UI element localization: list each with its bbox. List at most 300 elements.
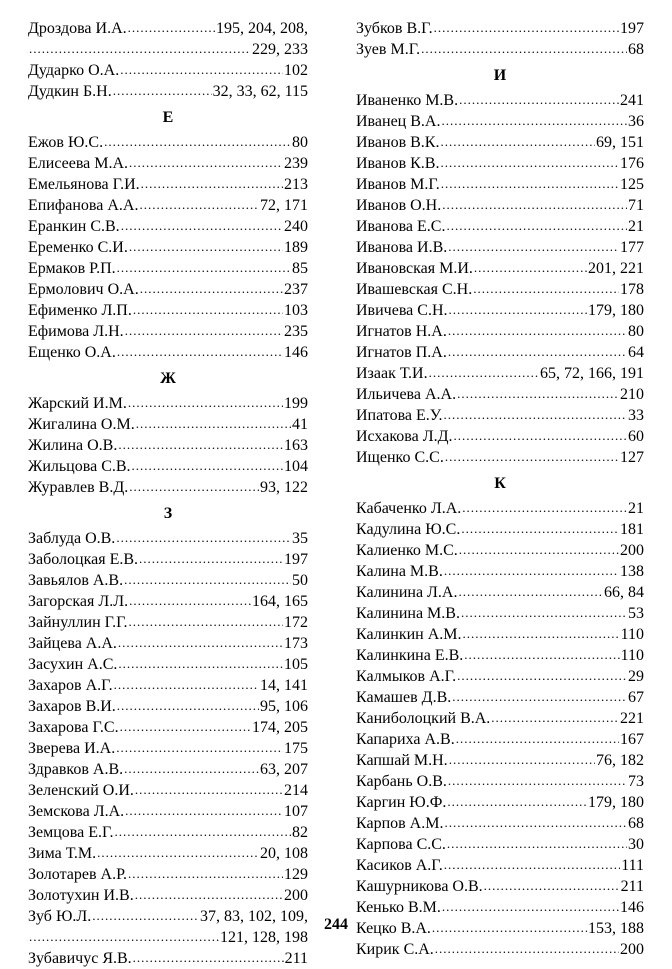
index-entry-name: Еременко С.И. — [28, 239, 128, 256]
index-entry-name: Зайнуллин Г.Г. — [28, 614, 128, 631]
index-entry-name: Калинкина Е.В. — [356, 647, 464, 664]
index-entry-pages: 111 — [621, 857, 644, 874]
index-entry — [28, 393, 308, 414]
index-entry-pages: 200 — [620, 941, 644, 958]
index-entry — [28, 81, 308, 102]
dot-leader — [484, 875, 620, 896]
index-entry-pages: 104 — [284, 458, 308, 475]
index-entry — [356, 771, 644, 792]
index-entry-pages: 210 — [620, 386, 644, 403]
index-entry — [28, 528, 308, 549]
dot-leader — [29, 38, 251, 59]
index-entry-pages: 21 — [628, 218, 644, 235]
section-letter: З — [163, 505, 173, 522]
index-entry-name: Ипатова Е.У. — [356, 407, 443, 424]
dot-leader — [447, 833, 627, 854]
dot-leader — [463, 623, 620, 644]
index-entry — [356, 813, 644, 834]
index-entry — [28, 549, 308, 570]
index-entry-pages: 173 — [284, 635, 308, 652]
index-entry — [28, 885, 308, 906]
dot-leader — [448, 341, 627, 362]
index-entry-name: Епифанова А.А. — [28, 197, 139, 214]
index-entry-pages: 85 — [292, 260, 308, 277]
index-entry-name: Ещенко О.А. — [28, 344, 116, 361]
index-entry — [28, 477, 308, 498]
dot-leader — [458, 581, 603, 602]
dot-leader — [121, 215, 283, 236]
index-entry-name: Ищенко С.С. — [356, 449, 444, 466]
index-entry-name: Иванов М.Г. — [356, 176, 440, 193]
index-entry — [28, 279, 308, 300]
dot-leader — [444, 854, 620, 875]
dot-leader — [456, 728, 619, 749]
index-entry — [28, 822, 308, 843]
index-entry-name: Исхакова Л.Д. — [356, 428, 453, 445]
dot-leader — [129, 611, 283, 632]
dot-leader — [128, 17, 215, 38]
index-entry — [28, 456, 308, 477]
index-entry-name: Иванов В.К. — [356, 134, 440, 151]
index-entry-name: Ильичева А.А. — [356, 386, 457, 403]
index-entry-name: Емельянова Г.И. — [28, 176, 140, 193]
dot-leader — [129, 476, 259, 497]
index-entry — [356, 258, 644, 279]
index-entry-pages: 80 — [292, 134, 308, 151]
index-entry-pages: 95, 106 — [260, 698, 308, 715]
dot-leader — [97, 842, 259, 863]
dot-leader — [442, 194, 627, 215]
index-entry — [356, 111, 644, 132]
index-entry-pages: 197 — [284, 551, 308, 568]
dot-leader — [139, 194, 259, 215]
index-entry-pages: 69, 151 — [596, 134, 644, 151]
index-entry-pages: 163 — [284, 437, 308, 454]
index-entry-name: Дудкин Б.Н. — [28, 83, 112, 100]
index-entry — [356, 540, 644, 561]
dot-leader — [139, 548, 283, 569]
index-entry-pages: 20, 108 — [260, 845, 308, 862]
index-entry — [356, 174, 644, 195]
index-entry-name: Зеленский О.И. — [28, 782, 134, 799]
dot-leader — [461, 518, 619, 539]
page-number: 244 — [324, 916, 348, 933]
dot-leader — [129, 152, 283, 173]
index-entry-pages: 63, 207 — [260, 761, 308, 778]
left-index-column — [28, 18, 308, 969]
index-entry — [28, 717, 308, 738]
index-entry — [28, 300, 308, 321]
dot-leader — [449, 749, 595, 770]
index-entry-name: Иванова И.В. — [356, 239, 448, 256]
index-entry — [28, 237, 308, 258]
dot-leader — [129, 236, 283, 257]
index-entry-pages: 146 — [620, 899, 644, 916]
index-entry — [356, 729, 644, 750]
index-entry — [356, 624, 644, 645]
dot-leader — [120, 59, 283, 80]
index-entry-name: Кашурникова О.В. — [356, 878, 483, 895]
index-entry-name: Кецко В.А. — [356, 920, 431, 937]
index-entry-pages: 35 — [292, 530, 308, 547]
index-entry-pages: 138 — [620, 563, 644, 580]
dot-leader — [118, 434, 283, 455]
index-entry — [28, 696, 308, 717]
index-entry — [28, 633, 308, 654]
index-entry-pages: 30 — [628, 836, 644, 853]
index-entry — [356, 897, 644, 918]
index-entry-name: Ермолович О.А. — [28, 281, 139, 298]
dot-leader — [440, 152, 619, 173]
index-entry — [356, 792, 644, 813]
index-entry-name: Каниболоцкий В.А. — [356, 710, 491, 727]
dot-leader — [491, 707, 619, 728]
index-entry — [356, 216, 644, 237]
dot-leader — [429, 362, 539, 383]
index-entry-pages: 179, 180 — [588, 302, 644, 319]
index-entry-name: Кабаченко Л.А. — [356, 500, 462, 517]
index-entry — [356, 750, 644, 771]
dot-leader — [447, 791, 587, 812]
index-entry-pages: 197 — [620, 20, 644, 37]
index-entry-name: Калина М.В. — [356, 563, 443, 580]
index-entry — [356, 279, 644, 300]
index-entry-name: Калиенко М.С. — [356, 542, 458, 559]
index-entry — [356, 939, 644, 960]
dot-leader — [457, 665, 627, 686]
index-entry-name: Калинина Л.А. — [356, 584, 458, 601]
index-entry-pages: 178 — [620, 281, 644, 298]
index-entry-pages: 80 — [628, 323, 644, 340]
index-entry-pages: 153, 188 — [588, 920, 644, 937]
dot-leader — [128, 863, 283, 884]
index-entry — [28, 864, 308, 885]
index-entry-name: Игнатов П.А. — [356, 344, 447, 361]
index-entry — [28, 60, 308, 81]
dot-leader — [124, 758, 259, 779]
index-entry-name: Земцова Е.Г. — [28, 824, 114, 841]
index-entry — [356, 363, 644, 384]
index-entry-name: Зверева И.А. — [28, 740, 116, 757]
index-entry — [356, 603, 644, 624]
index-entry-name: Кенько В.М. — [356, 899, 441, 916]
index-entry-pages: 107 — [284, 803, 308, 820]
index-entry-name: Калинкин А.М. — [356, 626, 462, 643]
index-entry — [356, 237, 644, 258]
index-entry-pages: 229, 233 — [252, 41, 308, 58]
index-entry — [356, 342, 644, 363]
section-letter: К — [494, 475, 506, 492]
index-entry — [28, 570, 308, 591]
index-entry-name: Ивичева С.Н. — [356, 302, 448, 319]
dot-leader — [445, 446, 619, 467]
index-entry-name: Еранкин С.В. — [28, 218, 120, 235]
index-entry — [28, 18, 308, 39]
index-entry-pages: 164, 165 — [252, 593, 308, 610]
dot-leader — [136, 413, 291, 434]
dot-leader — [464, 644, 619, 665]
index-entry — [28, 258, 308, 279]
index-entry-pages: 174, 205 — [252, 719, 308, 736]
dot-leader — [129, 590, 251, 611]
index-entry — [28, 801, 308, 822]
index-entry-name: Здравков А.В. — [28, 761, 124, 778]
index-entry — [28, 435, 308, 456]
index-entry-name: Касиков А.Г. — [356, 857, 443, 874]
index-entry-name: Ефименко Л.П. — [28, 302, 132, 319]
index-entry — [28, 342, 308, 363]
index-entry-name: Карпова С.С. — [356, 836, 446, 853]
index-entry-pages: 239 — [284, 155, 308, 172]
index-entry-name: Иванец В.А. — [356, 113, 441, 130]
dot-leader — [444, 812, 627, 833]
index-entry-name: Ивашевская С.Н. — [356, 281, 473, 298]
index-entry-name: Дроздова И.А. — [28, 20, 127, 37]
index-entry — [356, 300, 644, 321]
index-entry-pages: 103 — [284, 302, 308, 319]
index-entry-name: Заблуда О.В. — [28, 530, 116, 547]
dot-leader — [128, 392, 283, 413]
dot-leader — [448, 236, 619, 257]
dot-leader — [125, 800, 283, 821]
index-entry-pages: 221 — [620, 710, 644, 727]
index-entry-pages: 66, 84 — [604, 584, 644, 601]
index-entry-name: Ежов Ю.С. — [28, 134, 104, 151]
dot-leader — [133, 299, 283, 320]
index-entry — [28, 174, 308, 195]
index-entry — [28, 843, 308, 864]
index-entry-pages: 68 — [628, 41, 644, 58]
index-entry-pages: 195, 204, 208, — [216, 20, 308, 37]
index-entry-pages: 129 — [284, 866, 308, 883]
index-entry-name: Земскова Л.А. — [28, 803, 125, 820]
dot-leader — [444, 560, 619, 581]
index-entry — [28, 321, 308, 342]
index-entry-pages: 211 — [620, 878, 644, 895]
index-entry — [356, 405, 644, 426]
index-entry-name: Кадулина Ю.С. — [356, 521, 461, 538]
dot-leader — [440, 131, 595, 152]
index-entry — [356, 426, 644, 447]
index-entry-pages: 146 — [284, 344, 308, 361]
dot-leader — [133, 947, 284, 968]
index-entry — [28, 759, 308, 780]
dot-leader — [441, 110, 627, 131]
dot-leader — [446, 215, 627, 236]
index-entry-pages: 68 — [628, 815, 644, 832]
dot-leader — [449, 299, 588, 320]
index-entry — [356, 498, 644, 519]
section-letter: И — [493, 67, 507, 84]
index-entry-pages: 73 — [628, 773, 644, 790]
dot-leader — [421, 38, 627, 59]
index-entry-name: Карпов А.М. — [356, 815, 444, 832]
dot-leader — [118, 653, 283, 674]
index-entry-pages: 53 — [628, 605, 644, 622]
index-entry-name: Капариха А.В. — [356, 731, 455, 748]
index-entry-pages: 76, 182 — [596, 752, 644, 769]
index-entry-name: Жильцова С.В. — [28, 458, 131, 475]
index-entry-pages: 199 — [284, 395, 308, 412]
dot-leader — [124, 569, 291, 590]
dot-leader — [442, 896, 619, 917]
index-entry-continuation — [28, 39, 308, 60]
index-entry-name: Ефимова Л.Н. — [28, 323, 124, 340]
index-entry-pages: 110 — [620, 626, 644, 643]
index-entry — [356, 153, 644, 174]
dot-leader — [459, 89, 619, 110]
index-entry — [28, 216, 308, 237]
index-entry — [356, 645, 644, 666]
index-entry-pages: 167 — [620, 731, 644, 748]
index-entry — [356, 39, 644, 60]
index-entry-pages: 176 — [620, 155, 644, 172]
index-entry-pages: 175 — [284, 740, 308, 757]
index-entry-name: Зайцева А.А. — [28, 635, 117, 652]
index-entry-pages: 21 — [628, 500, 644, 517]
index-entry-pages: 60 — [628, 428, 644, 445]
index-entry — [28, 948, 308, 969]
dot-leader — [113, 80, 212, 101]
index-entry-name: Зубавичус Я.В. — [28, 950, 132, 967]
dot-leader — [459, 539, 619, 560]
index-entry-pages: 110 — [620, 647, 644, 664]
index-entry-pages: 201, 221 — [588, 260, 644, 277]
index-entry-pages: 93, 122 — [260, 479, 308, 496]
index-entry-name: Засухин А.С. — [28, 656, 118, 673]
index-entry — [356, 384, 644, 405]
index-entry-pages: 37, 83, 102, 109, — [200, 908, 308, 925]
index-entry-name: Заболоцкая Е.В. — [28, 551, 139, 568]
dot-leader — [132, 455, 283, 476]
index-entry-pages: 125 — [620, 176, 644, 193]
dot-leader — [117, 695, 259, 716]
index-entry-pages: 67 — [628, 689, 644, 706]
dot-leader — [441, 173, 619, 194]
index-entry-name: Ермаков Р.П. — [28, 260, 116, 277]
index-entry — [356, 90, 644, 111]
index-entry-name: Калинина М.В. — [356, 605, 460, 622]
index-entry-name: Загорская Л.Л. — [28, 593, 129, 610]
dot-leader — [117, 257, 291, 278]
dot-leader — [135, 884, 283, 905]
dot-leader — [104, 131, 291, 152]
index-entry-name: Иванов К.В. — [356, 155, 440, 172]
index-entry-name: Жилина О.В. — [28, 437, 118, 454]
index-entry-name: Жигалина О.М. — [28, 416, 135, 433]
dot-leader — [141, 173, 283, 194]
index-entry — [28, 780, 308, 801]
section-letter: Ж — [160, 370, 176, 387]
index-entry — [356, 321, 644, 342]
dot-leader — [114, 821, 291, 842]
index-entry-pages: 189 — [284, 239, 308, 256]
dot-leader — [117, 341, 283, 362]
index-entry-pages: 36 — [628, 113, 644, 130]
dot-leader — [462, 497, 627, 518]
index-entry-name: Иваненко М.В. — [356, 92, 459, 109]
index-entry-name: Зубков В.Г. — [356, 20, 433, 37]
dot-leader — [461, 602, 627, 623]
dot-leader — [474, 257, 587, 278]
index-entry — [356, 195, 644, 216]
right-index-column — [356, 18, 644, 960]
index-entry-pages: 213 — [284, 176, 308, 193]
index-entry — [28, 675, 308, 696]
dot-leader — [140, 278, 283, 299]
index-entry-name: Жарский И.М. — [28, 395, 127, 412]
index-entry — [28, 612, 308, 633]
index-entry-pages: 200 — [284, 887, 308, 904]
dot-leader — [444, 404, 627, 425]
index-entry-pages: 32, 33, 62, 115 — [212, 83, 308, 100]
index-entry-name: Изаак Т.И. — [356, 365, 428, 382]
index-entry-pages: 200 — [620, 542, 644, 559]
index-entry-pages: 102 — [284, 62, 308, 79]
index-entry-name: Игнатов Н.А. — [356, 323, 447, 340]
index-entry — [356, 132, 644, 153]
dot-leader — [116, 737, 283, 758]
index-entry-name: Каргин Ю.Ф. — [356, 794, 447, 811]
dot-leader — [473, 278, 619, 299]
index-entry — [356, 708, 644, 729]
index-entry-pages: 177 — [620, 239, 644, 256]
index-entry-pages: 235 — [284, 323, 308, 340]
section-letter: Е — [162, 109, 174, 126]
dot-leader — [454, 425, 627, 446]
index-entry — [28, 153, 308, 174]
index-entry-pages: 121, 128, 198 — [220, 929, 308, 946]
index-entry-name: Калмыков А.Г. — [356, 668, 457, 685]
index-entry-pages: 82 — [292, 824, 308, 841]
index-entry-pages: 172 — [284, 614, 308, 631]
index-entry-pages: 29 — [628, 668, 644, 685]
index-entry — [28, 132, 308, 153]
index-entry-name: Золотарев А.Р. — [28, 866, 127, 883]
index-entry-pages: 41 — [292, 416, 308, 433]
index-entry-pages: 211 — [284, 950, 308, 967]
index-entry — [356, 447, 644, 468]
index-entry-name: Захарова Г.С. — [28, 719, 119, 736]
index-entry — [356, 834, 644, 855]
dot-leader — [435, 938, 619, 959]
index-entry-name: Капшай М.Н. — [356, 752, 448, 769]
index-entry-pages: 237 — [284, 281, 308, 298]
index-entry-name: Золотухин И.В. — [28, 887, 134, 904]
index-entry — [28, 195, 308, 216]
index-entry — [356, 561, 644, 582]
index-entry-pages: 214 — [284, 782, 308, 799]
index-entry-name: Карбань О.В. — [356, 773, 447, 790]
index-entry-pages: 179, 180 — [588, 794, 644, 811]
index-entry — [356, 519, 644, 540]
dot-leader — [118, 632, 283, 653]
index-entry — [28, 591, 308, 612]
index-entry-pages: 241 — [620, 92, 644, 109]
index-entry — [356, 876, 644, 897]
index-entry-name: Кирик С.А. — [356, 941, 434, 958]
dot-leader — [120, 716, 251, 737]
dot-leader — [457, 383, 619, 404]
index-entry-pages: 33 — [628, 407, 644, 424]
index-entry-pages: 127 — [620, 449, 644, 466]
index-entry-pages: 14, 141 — [260, 677, 308, 694]
index-entry — [356, 582, 644, 603]
index-entry — [356, 666, 644, 687]
index-entry — [356, 18, 644, 39]
index-entry-name: Иванова Е.С. — [356, 218, 446, 235]
index-entry — [28, 414, 308, 435]
